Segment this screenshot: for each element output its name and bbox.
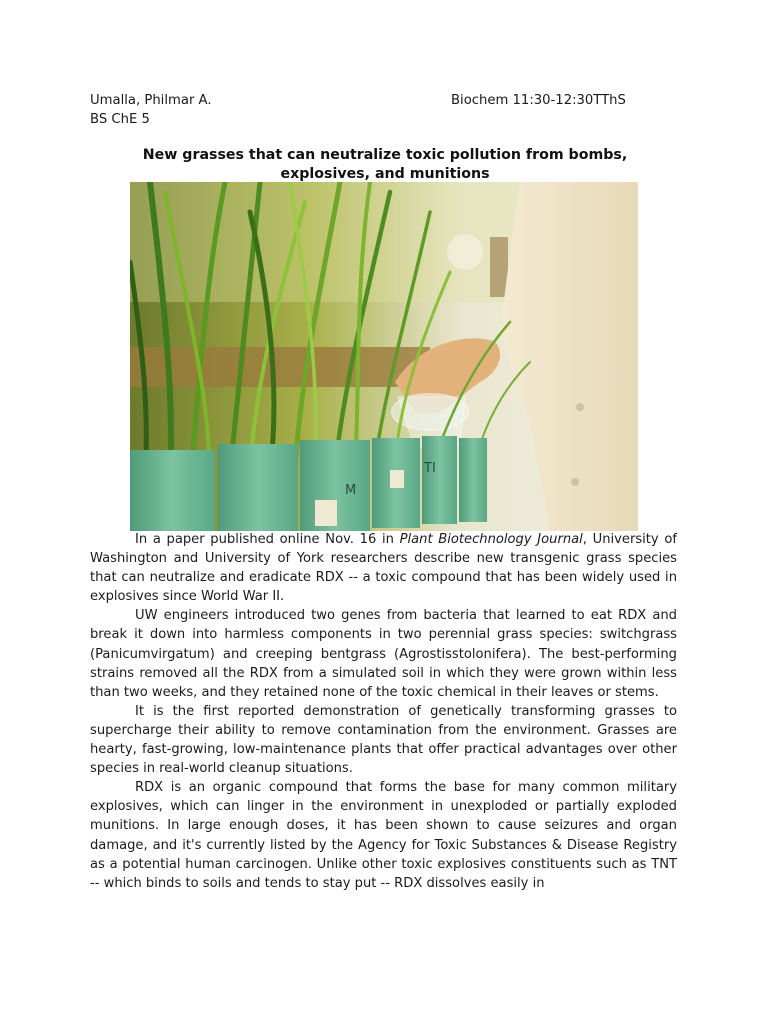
article-title: New grasses that can neutralize toxic pollution from bombs, explosives, and munitions	[142, 147, 628, 182]
paragraph: It is the first reported demonstration of genetically transforming grasses to supercharge their ability to remove contamination from the environment. Grasses are hearty, fast-growing, low-maintenance plants that offer practical advantages over other species in real-world cleanup situations.	[90, 703, 677, 777]
pot-label-m: M	[345, 483, 357, 498]
article-photo	[130, 182, 638, 531]
author-name: Umalla, Philmar A.	[90, 93, 212, 108]
article-body	[90, 530, 677, 893]
pot-label-ti: TI	[424, 461, 436, 476]
paragraph: UW engineers introduced two genes from bacteria that learned to eat RDX and break it down into harmless components in two perennial grass species: switchgrass (Panicumvirgatum) and creeping bentgrass (Agrostisstolonifera). The best-performing strains removed all the RDX from a simulated soil in which they were grown within less than two weeks, and they retained none of the toxic chemical in their leaves or stems.	[90, 608, 677, 700]
class-schedule: Biochem 11:30-12:30TThS	[451, 93, 626, 108]
paragraph: RDX is an organic compound that forms the base for many common military explosives, which can linger in the environment in unexploded or partially exploded munitions. In large enough doses, it has been shown to cause seizures and organ damage, and it's currently listed by the Agency for Toxic Substances & Disease Registry as a potential human carcinogen. Unlike other toxic explosives constituents such as TNT -- which binds to soils and tends to stay put -- RDX dissolves easily in	[90, 780, 677, 891]
paragraph: In a paper published online Nov. 16 in Plant Biotechnology Journal, University of Washington and University of York researchers describe new transgenic grass species that can neutralize and eradicate RDX -- a toxic compound that has been widely used in explosives since World War II.	[90, 532, 677, 605]
author-block	[90, 91, 212, 129]
journal-name: Plant Biotechnology Journal	[399, 532, 583, 547]
author-course: BS ChE 5	[90, 112, 150, 127]
